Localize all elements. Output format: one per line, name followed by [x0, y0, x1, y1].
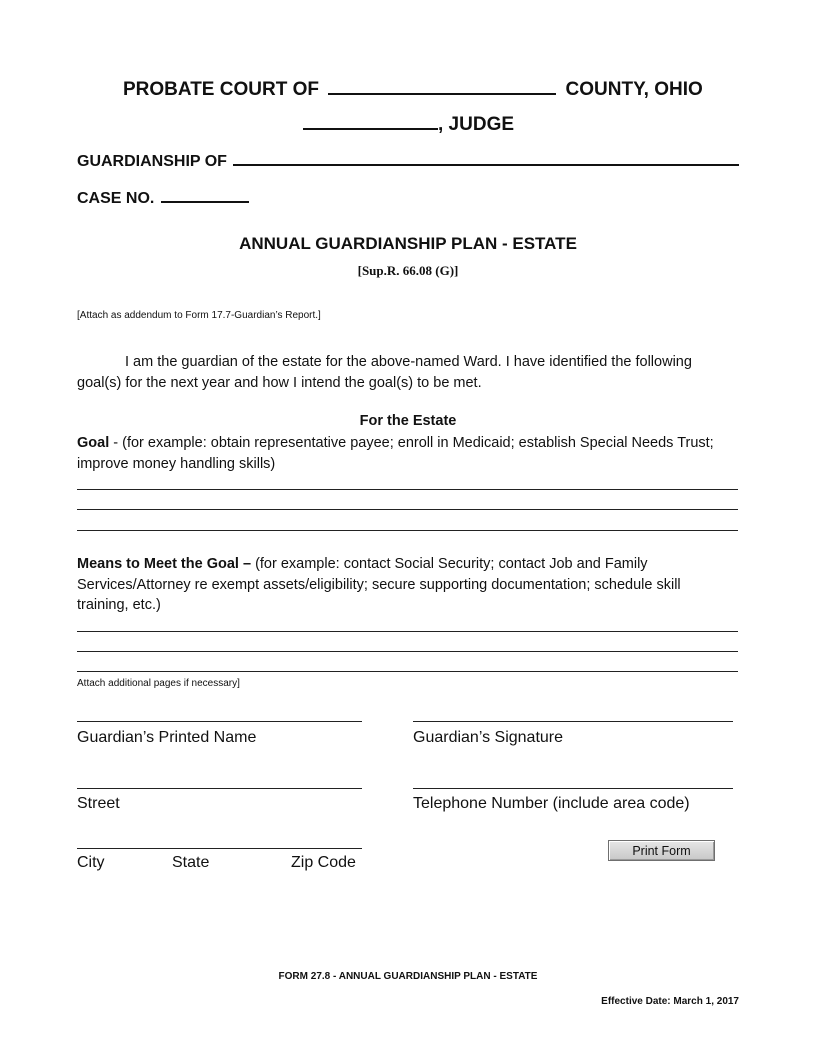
additional-pages-note: Attach additional pages if necessary] [77, 678, 240, 689]
county-blank[interactable] [328, 77, 556, 95]
intro-paragraph: I am the guardian of the estate for the above-named Ward. I have identified the following goal(s) for the next year and how I intend the goal(s) to be met. [77, 354, 692, 391]
footer-form-title: FORM 27.8 - ANNUAL GUARDIANSHIP PLAN - ESTATE [278, 971, 538, 982]
means-paragraph: Means to Meet the Goal – (for example: contact Social Security; contact Job and Family Services/Attorney re exempt assets/eligibility; secure supporting documentation; schedule skill training, etc.) [77, 556, 681, 613]
case-number-blank[interactable] [161, 187, 249, 203]
zip-label: Zip Code [291, 854, 356, 871]
goal-entry-line[interactable] [77, 530, 738, 531]
effective-date: Effective Date: March 1, 2017 [601, 996, 739, 1007]
goal-paragraph: Goal - (for example: obtain representative payee; enroll in Medicaid; establish Special Needs Trust; improve money handling skills) [77, 435, 714, 472]
guardianship-of-row: GUARDIANSHIP OF [77, 150, 739, 171]
city-label: City [77, 854, 105, 871]
printed-name-label: Guardian’s Printed Name [77, 729, 257, 746]
estate-heading: For the Estate [359, 413, 457, 429]
signature-line[interactable] [413, 721, 733, 722]
form-title: ANNUAL GUARDIANSHIP PLAN - ESTATE [239, 234, 577, 253]
city-state-zip-line[interactable] [77, 848, 362, 849]
state-label: State [172, 854, 210, 871]
judge-heading: , JUDGE [303, 112, 514, 136]
telephone-line[interactable] [413, 788, 733, 789]
judge-blank[interactable] [303, 112, 438, 130]
rule-reference: [Sup.R. 66.08 (G)] [357, 263, 459, 278]
street-label: Street [77, 795, 120, 812]
means-entry-line[interactable] [77, 651, 738, 652]
case-no-row: CASE NO. [77, 187, 249, 208]
goal-entry-line[interactable] [77, 489, 738, 490]
printed-name-line[interactable] [77, 721, 362, 722]
signature-label: Guardian’s Signature [413, 729, 564, 746]
goal-entry-line[interactable] [77, 509, 738, 510]
court-heading: PROBATE COURT OF COUNTY, OHIO [123, 79, 703, 100]
print-form-button[interactable]: Print Form [608, 840, 715, 861]
street-line[interactable] [77, 788, 362, 789]
means-entry-line[interactable] [77, 631, 738, 632]
attach-addendum-note: [Attach as addendum to Form 17.7-Guardian’s Report.] [77, 310, 321, 321]
ward-name-blank[interactable] [233, 150, 739, 166]
means-entry-line[interactable] [77, 671, 738, 672]
telephone-label: Telephone Number (include area code) [413, 795, 690, 812]
